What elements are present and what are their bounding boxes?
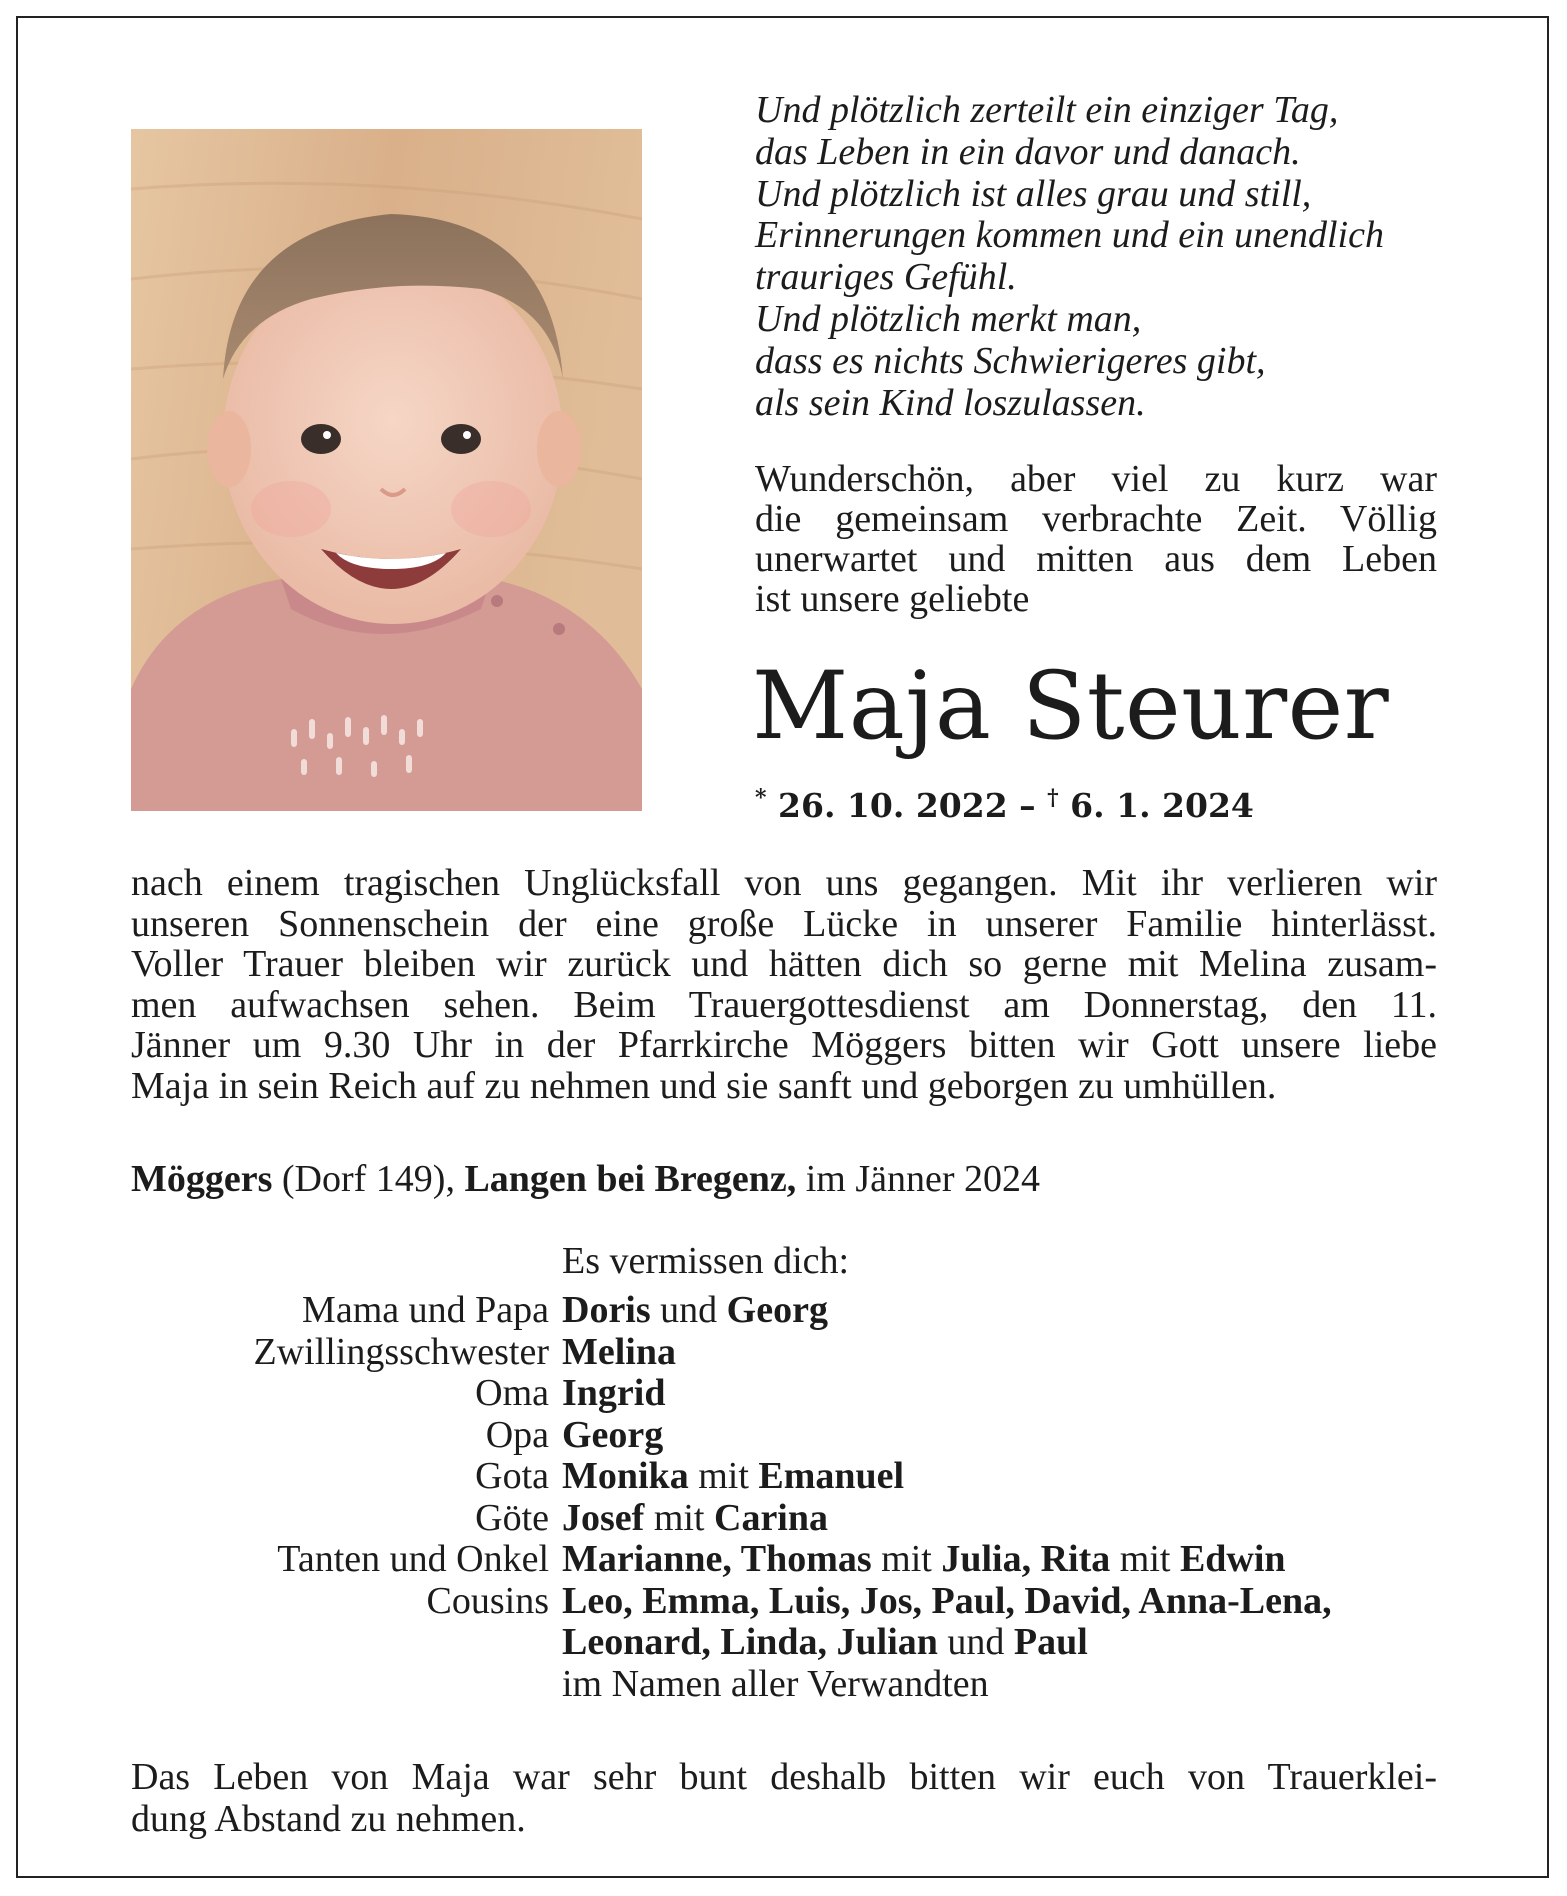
mourner-names bbox=[562, 1539, 1286, 1581]
address: (Dorf 149), bbox=[272, 1158, 465, 1200]
poem-line: trauriges Gefühl. bbox=[755, 256, 1017, 299]
connector-text: mit bbox=[644, 1496, 714, 1539]
birth-date: 26. 10. 2022 bbox=[778, 786, 1008, 825]
poem bbox=[755, 90, 1455, 424]
mourner-names bbox=[562, 1498, 828, 1540]
mourner-row bbox=[131, 1581, 1451, 1623]
intro-line: unerwartet und mitten aus dem Leben bbox=[755, 538, 1437, 580]
mourner-name: Marianne, Thomas bbox=[562, 1538, 872, 1580]
connector-text: mit bbox=[688, 1455, 759, 1497]
mourner-name: Emanuel bbox=[758, 1455, 905, 1497]
mourner-names bbox=[562, 1290, 828, 1332]
town-secondary: Langen bei Bregenz, bbox=[464, 1158, 797, 1200]
body-line: Jänner um 9.30 Uhr in der Pfarrkirche Möggers bitten wir Gott unsere liebe bbox=[131, 1024, 1437, 1066]
relation-label: Tanten und Onkel bbox=[277, 1538, 549, 1580]
intro-line: Wunderschön, aber viel zu kurz war bbox=[755, 458, 1437, 500]
mourner-name: Ingrid bbox=[562, 1372, 666, 1414]
mourner-name: Leo, Emma, Luis, Jos, Paul, David, Anna-Lena, bbox=[562, 1579, 1332, 1622]
poem-line: Erinnerungen kommen und ein unendlich bbox=[755, 214, 1384, 257]
mourner-name: Georg bbox=[726, 1289, 828, 1331]
mourner-name: Melina bbox=[562, 1330, 676, 1373]
mourners-list bbox=[131, 1290, 1451, 1705]
poem-line: Und plötzlich merkt man, bbox=[755, 297, 1142, 340]
connector-text: und bbox=[650, 1289, 727, 1331]
life-dates bbox=[755, 778, 1254, 826]
mourner-name: Josef bbox=[562, 1496, 645, 1539]
connector-text: im Namen aller Verwandten bbox=[562, 1662, 989, 1705]
mourner-row bbox=[131, 1664, 1451, 1706]
relation-label: Göte bbox=[475, 1496, 549, 1539]
closing-note bbox=[131, 1756, 1437, 1840]
relation-label: Mama und Papa bbox=[302, 1289, 549, 1331]
mourner-row bbox=[131, 1373, 1451, 1415]
mourner-names bbox=[562, 1373, 665, 1415]
mourner-name: Doris bbox=[562, 1289, 651, 1331]
mourner-row bbox=[131, 1332, 1451, 1374]
mourner-name: Georg bbox=[562, 1413, 664, 1456]
mourner-names bbox=[562, 1456, 904, 1498]
body-line: nach einem tragischen Unglücksfall von uns gegangen. Mit ihr verlieren wir bbox=[131, 862, 1437, 904]
intro-line: die gemeinsam verbrachte Zeit. Völlig bbox=[755, 498, 1437, 540]
body-line: unseren Sonnenschein der eine große Lücke in unserer Familie hinterlässt. bbox=[131, 902, 1437, 945]
mourner-names bbox=[562, 1622, 1088, 1664]
notice-date: im Jänner 2024 bbox=[796, 1158, 1041, 1200]
poem-line: das Leben in ein davor und danach. bbox=[755, 130, 1301, 173]
town: Möggers bbox=[131, 1158, 273, 1200]
mourner-row bbox=[131, 1622, 1451, 1664]
mourner-name: Julia, Rita bbox=[941, 1538, 1111, 1580]
intro-line: ist unsere geliebte bbox=[755, 578, 1030, 620]
relation-label: Oma bbox=[475, 1372, 549, 1414]
closing-line: Das Leben von Maja war sehr bunt deshalb bitten wir euch von Trauerklei- bbox=[131, 1756, 1437, 1798]
mourner-names bbox=[562, 1581, 1332, 1623]
poem-line: Und plötzlich ist alles grau und still, bbox=[755, 172, 1312, 215]
mourners-heading: Es vermissen dich: bbox=[562, 1240, 850, 1282]
poem-line: Und plötzlich zerteilt ein einziger Tag, bbox=[755, 89, 1339, 131]
connector-text: mit bbox=[1110, 1538, 1180, 1580]
mourner-row bbox=[131, 1290, 1451, 1332]
closing-line: dung Abstand zu nehmen. bbox=[131, 1798, 526, 1840]
poem-line: dass es nichts Schwierigeres gibt, bbox=[755, 339, 1266, 382]
mourner-names bbox=[562, 1664, 989, 1706]
body-line: men aufwachsen sehen. Beim Trauergottesdienst am Donnerstag, den 11. bbox=[131, 983, 1437, 1026]
mourner-row bbox=[131, 1456, 1451, 1498]
relation-label: Zwillingsschwester bbox=[253, 1330, 549, 1373]
connector-text: und bbox=[937, 1621, 1014, 1663]
mourner-name: Paul bbox=[1013, 1621, 1088, 1663]
relation-label bbox=[131, 1622, 549, 1664]
death-mark: † bbox=[1047, 785, 1059, 811]
body-line: Voller Trauer bleiben wir zurück und hätten dich so gerne mit Melina zusam- bbox=[131, 943, 1437, 985]
body-line: Maja in sein Reich auf zu nehmen und sie sanft und geborgen zu umhüllen. bbox=[131, 1064, 1277, 1107]
baby-portrait-image bbox=[131, 129, 642, 811]
place-and-date bbox=[131, 1158, 1040, 1200]
mourner-row bbox=[131, 1498, 1451, 1540]
mourner-names bbox=[562, 1332, 676, 1374]
mourner-row bbox=[131, 1415, 1451, 1457]
relation-label: Opa bbox=[485, 1413, 549, 1456]
mourner-name: Edwin bbox=[1179, 1538, 1286, 1580]
relation-label: Cousins bbox=[426, 1579, 549, 1622]
main-paragraph bbox=[131, 863, 1437, 1106]
poem-line: als sein Kind loszulassen. bbox=[755, 381, 1146, 424]
connector-text: mit bbox=[871, 1538, 942, 1580]
mourner-name: Monika bbox=[562, 1455, 689, 1497]
mourner-names bbox=[562, 1415, 663, 1457]
relation-label bbox=[131, 1664, 549, 1706]
mourner-name: Carina bbox=[714, 1496, 828, 1539]
birth-mark: * bbox=[755, 785, 767, 811]
mourner-name: Leonard, Linda, Julian bbox=[562, 1621, 938, 1663]
portrait-photo bbox=[131, 129, 642, 811]
relation-label: Gota bbox=[475, 1455, 549, 1497]
death-date: 6. 1. 2024 bbox=[1070, 786, 1254, 825]
deceased-name: Maja Steurer bbox=[752, 652, 1390, 761]
mourner-row bbox=[131, 1539, 1451, 1581]
date-separator: – bbox=[1007, 786, 1048, 825]
intro-paragraph bbox=[755, 459, 1437, 619]
